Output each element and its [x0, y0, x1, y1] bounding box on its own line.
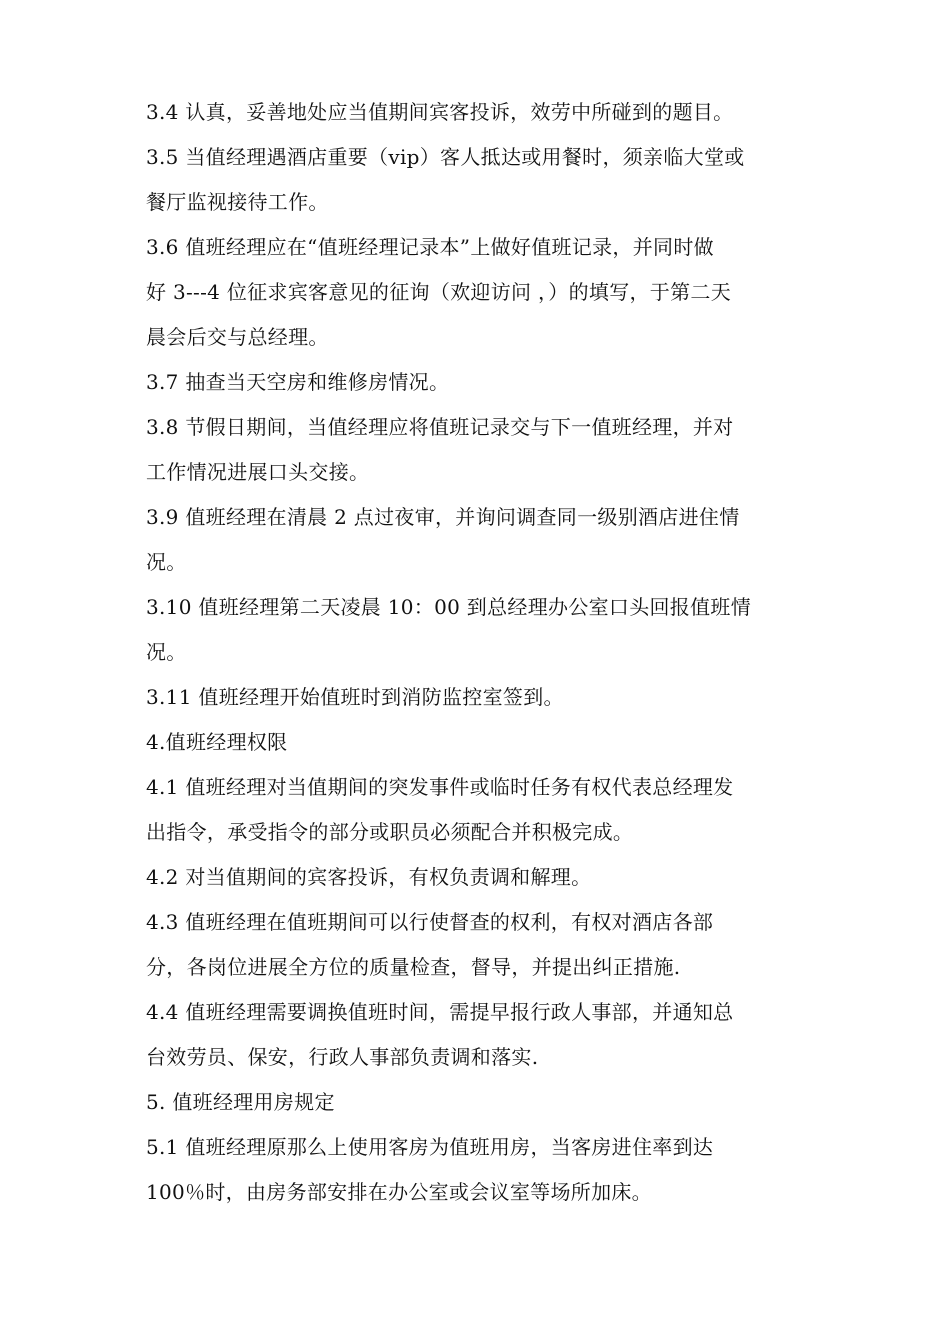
- text-line-5-1-cont: 100％时，由房务部安排在办公室或会议室等场所加床。: [146, 1180, 652, 1204]
- text-line-3-10: 3.10 值班经理第二天凌晨 10：00 到总经理办公室口头回报值班情: [146, 595, 752, 619]
- text-line-3-6-cont-2: 晨会后交与总经理。: [146, 325, 329, 349]
- text-line-4-4: 4.4 值班经理需要调换值班时间，需提早报行政人事部，并通知总: [146, 1000, 734, 1024]
- text-line-3-11: 3.11 值班经理开始值班时到消防监控室签到。: [146, 685, 564, 709]
- text-line-3-7: 3.7 抽查当天空房和维修房情况。: [146, 370, 450, 394]
- text-line-4-1-cont: 出指令，承受指令的部分或职员必须配合并积极完成。: [146, 820, 634, 844]
- text-line-4-4-cont: 台效劳员、保安，行政人事部负责调和落实.: [146, 1045, 539, 1069]
- text-line-3-4: 3.4 认真，妥善地处应当值期间宾客投诉，效劳中所碰到的题目。: [146, 100, 734, 124]
- document-body: [146, 90, 816, 1215]
- text-line-3-10-cont: 况。: [146, 640, 187, 664]
- text-line-5-1: 5.1 值班经理原那么上使用客房为值班用房，当客房进住率到达: [146, 1135, 714, 1159]
- text-line-3-5-cont: 餐厅监视接待工作。: [146, 190, 329, 214]
- text-line-3-6-cont-1: 好 3---4 位征求宾客意见的征询（欢迎访问 ，）的填写，于第二天: [146, 280, 731, 304]
- text-line-3-8: 3.8 节假日期间，当值经理应将值班记录交与下一值班经理，并对: [146, 415, 734, 439]
- text-line-4-1: 4.1 值班经理对当值期间的突发事件或临时任务有权代表总经理发: [146, 775, 734, 799]
- text-line-3-9: 3.9 值班经理在清晨 2 点过夜审，并询问调查同一级别酒店进住情: [146, 505, 740, 529]
- text-line-4-3: 4.3 值班经理在值班期间可以行使督查的权利，有权对酒店各部: [146, 910, 714, 934]
- section-heading-4: 4.值班经理权限: [146, 730, 288, 754]
- text-line-4-2: 4.2 对当值期间的宾客投诉，有权负责调和解理。: [146, 865, 592, 889]
- section-heading-5: 5. 值班经理用房规定: [146, 1090, 335, 1114]
- text-line-3-8-cont: 工作情况进展口头交接。: [146, 460, 370, 484]
- text-line-4-3-cont: 分，各岗位进展全方位的质量检查，督导，并提出纠正措施.: [146, 955, 681, 979]
- text-line-3-5: 3.5 当值经理遇酒店重要（vip）客人抵达或用餐时，须亲临大堂或: [146, 145, 745, 169]
- text-line-3-6: 3.6 值班经理应在“值班经理记录本”上做好值班记录，并同时做: [146, 235, 714, 259]
- text-line-3-9-cont: 况。: [146, 550, 187, 574]
